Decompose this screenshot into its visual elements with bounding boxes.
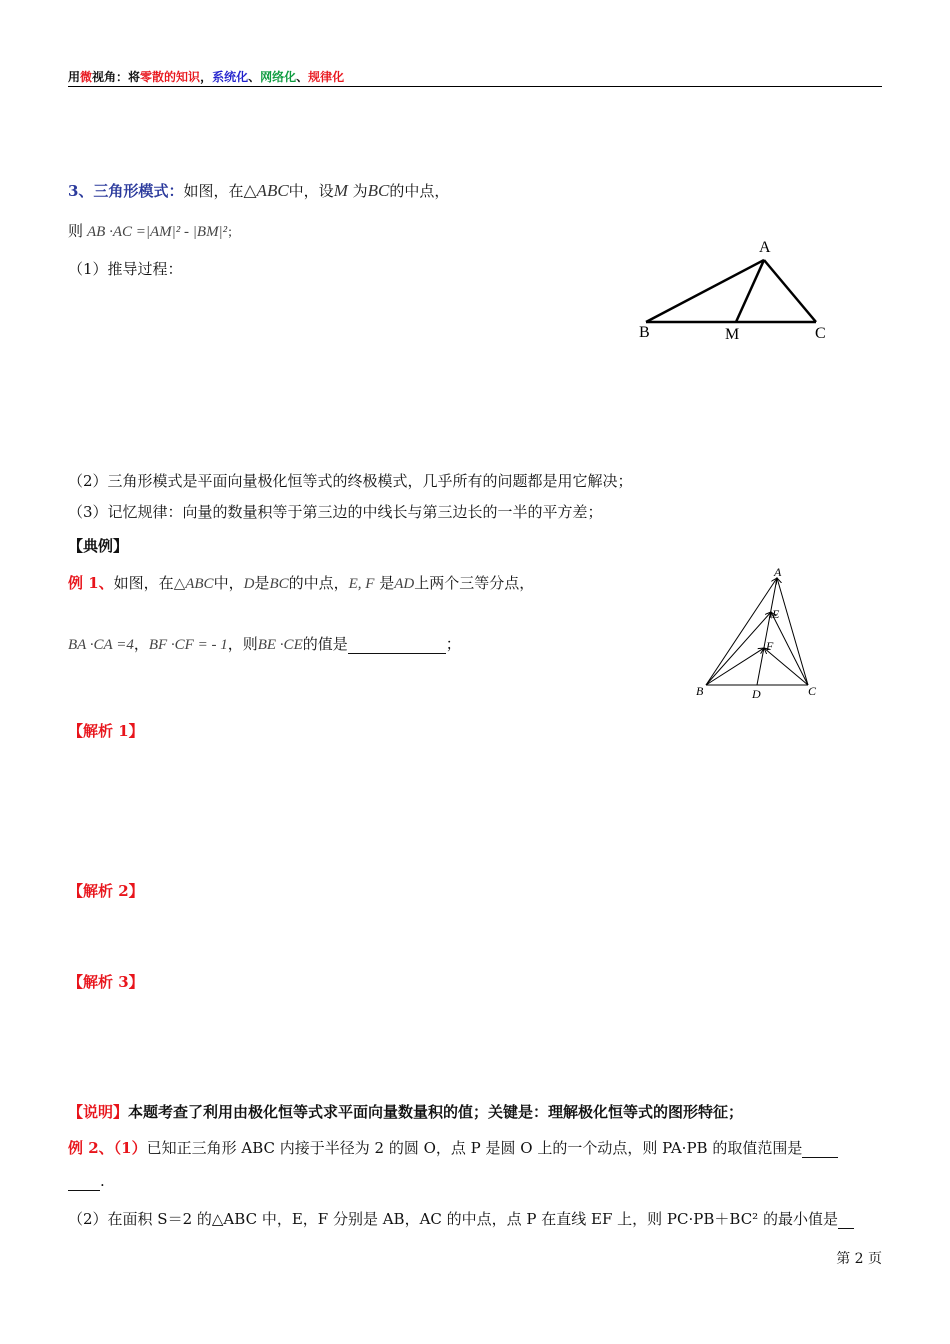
example2-part1-text: 已知正三角形 ABC 内接于半径为 2 的圆 O，点 P 是圆 O 上的一个动点，则 PA·PB 的取值范围是 [146,1139,803,1157]
mode-explanation-item: （2）三角形模式是平面向量极化恒等式的终极模式，几乎所有的问题都是用它解决； [68,472,633,490]
text: 的中点， [288,574,349,592]
header-slogan [68,68,344,85]
label-c: C [815,325,826,342]
label-a: A [759,239,771,256]
text: ； [445,635,461,653]
text: 为 [352,182,368,200]
analysis-3-heading: 【解析 3】 [68,973,144,991]
text: ，则 [227,635,258,653]
answer-blank [348,635,446,654]
header-part: 用 [68,70,81,84]
header-part: 网络化 [260,70,297,84]
note-text: 本题考查了利用由极化恒等式求平面向量数量积的值；关键是：理解极化恒等式的图形特征； [128,1103,744,1121]
example2-line1 [68,1137,838,1158]
header-part: 视角：将 [92,70,141,84]
analysis-2-heading: 【解析 2】 [68,882,144,900]
text: 中，设 [288,182,334,200]
header-part: 、 [248,70,261,84]
text: 上两个三等分点， [414,574,535,592]
section3-title: 3、三角形模式 [68,182,169,200]
note-label: 【说明】 [68,1103,129,1121]
header-divider [68,86,882,87]
math: E, F [348,576,375,592]
text: 中， [213,574,244,592]
label-f: F [766,639,774,653]
math: BF ·CF = - 1 [148,637,228,653]
header-part: 微 [80,70,93,84]
example1-label: 例 1、 [68,574,114,592]
section3-formula-line [68,220,239,241]
math: AD [394,576,415,592]
page-number: 第 2 页 [836,1251,882,1267]
text: ， [133,635,149,653]
math: BC [269,576,289,592]
header-part: 规律化 [308,70,345,84]
typical-example-heading: 【典例】 [68,537,129,555]
math: BE ·CE [257,637,303,653]
analysis-1-heading: 【解析 1】 [68,722,144,740]
section3-line1 [68,180,449,201]
answer-blank [68,1172,100,1191]
text: 的值是 [302,635,348,653]
header-part: 、 [296,70,309,84]
triangle-abc: △ABC [243,181,289,200]
label-m: M [725,326,740,343]
text: 是 [379,574,395,592]
answer-blank [838,1210,854,1229]
answer-blank [802,1139,838,1158]
label-a: A [774,565,782,579]
example1-line1 [68,572,534,593]
header-part: ， [200,70,213,84]
section3-colon: ： [168,182,184,200]
text: 如图，在 [113,574,174,592]
header-part: 零散的知识 [140,70,201,84]
text: 是 [254,574,270,592]
math: △ABC [173,576,214,592]
text: . [100,1172,105,1190]
label-b: B [696,684,704,698]
text: 的中点， [389,182,450,200]
polarization-formula: AB ·AC =|AM|² - |BM|² [87,224,228,240]
text: 则 [68,222,84,240]
derivation-item: （1）推导过程： [68,260,183,278]
figure-triangle-abm [630,236,840,346]
label-d: D [752,687,761,701]
label-b: B [639,324,650,341]
figure-triangle-abc-trisect [690,562,830,704]
example2-part2-text: （2）在面积 S＝2 的△ABC 中，E，F 分别是 AB，AC 的中点，点 P 在直线 EF 上，则 PC·PB＋BC² 的最小值是 [68,1210,838,1228]
example2-line1-cont [68,1172,105,1191]
label-c: C [808,684,817,698]
header-part: 系统化 [212,70,249,84]
note-line [68,1101,743,1122]
math: BA ·CA =4 [68,637,134,653]
text: 如图，在 [183,182,244,200]
example2-part1-label: （1） [113,1139,147,1157]
segment-bc: BC [367,181,390,200]
label-e: E [772,607,780,621]
example2-label: 例 2、 [68,1139,114,1157]
point-m: M [333,181,348,200]
memory-rule-item: （3）记忆规律：向量的数量积等于第三边的中线长与第三边长的一半的平方差； [68,503,603,521]
example1-line2 [68,633,461,654]
math: D [243,576,255,592]
text: ； [227,225,240,239]
example2-line2 [68,1208,854,1229]
